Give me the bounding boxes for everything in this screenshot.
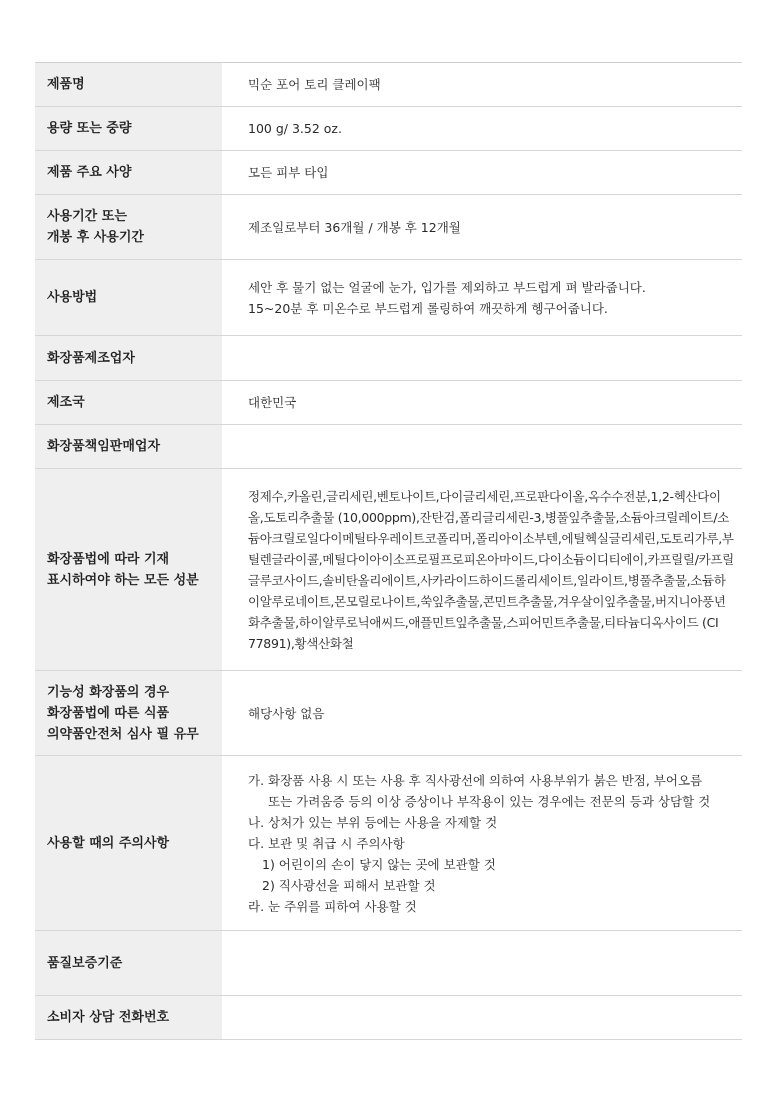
ingredients-text: 정제수,카올린,글리세린,벤토나이트,다이글리세린,프로판다이올,옥수수전분,1,2-헥산다이올,도토리추출물 (10,000ppm),잔탄검,폴리글리세린-3,병풀잎추출물,소듐아크릴레이트/소듐아크릴로일다이메틸타우레이트코폴리머,폴리아이소부텐,에틸헥실글리세린,도토리가루,부틸렌글라이콜,메틸다이아이소프로필프로피온아마이드,다이소듐이디티에이,카프릴릴/카프릴글루코사이드,솔비탄올리에이트,사카라이드하이드롤리세이트,일라이트,병풀추출물,소듐하이알루로네이트,몬모릴로나이트,쑥잎추출물,콘민트추출물,겨우살이잎추출물,버지니아풍년화추출물,하이알루로닉애씨드,애플민트잎추출물,스피어민트추출물,티타늄디옥사이드 (CI 77891),황색산화철	[248, 488, 734, 651]
row-value	[222, 931, 742, 995]
row-value: 100 g/ 3.52 oz.	[248, 121, 342, 136]
row-label: 화장품책임판매업자	[35, 425, 222, 468]
row-label: 제조국	[35, 381, 222, 424]
precaution-line: 또는 가려움증 등의 이상 증상이나 부작용이 있는 경우에는 전문의 등과 상담할 것	[268, 793, 711, 809]
precaution-line: 다. 보관 및 취급 시 주의사항	[248, 835, 405, 851]
table-row-product-name	[35, 63, 742, 107]
row-value: 모든 피부 타입	[248, 165, 329, 180]
row-value	[222, 260, 742, 335]
precaution-line: 나. 상처가 있는 부위 등에는 사용을 자제할 것	[248, 814, 498, 830]
row-label: 소비자 상담 전화번호	[35, 996, 222, 1039]
product-info-table	[35, 62, 742, 1040]
table-row-main-spec	[35, 151, 742, 195]
row-value: 믹순 포어 토리 클레이팩	[248, 77, 381, 92]
row-label: 사용할 때의 주의사항	[35, 756, 222, 930]
table-row-country	[35, 381, 742, 425]
table-row-usage-period	[35, 195, 742, 260]
precaution-line: 2) 직사광선을 피해서 보관할 것	[262, 877, 436, 893]
row-label: 제품 주요 사양	[35, 151, 222, 194]
table-row-manufacturer	[35, 336, 742, 381]
row-label: 품질보증기준	[35, 931, 222, 995]
row-value	[222, 336, 742, 380]
precaution-line: 1) 어린이의 손이 닿지 않는 곳에 보관할 것	[262, 856, 496, 872]
row-label: 사용기간 또는 개봉 후 사용기간	[35, 195, 222, 259]
row-label: 용량 또는 중량	[35, 107, 222, 150]
row-value	[222, 996, 742, 1039]
table-row-responsible-seller	[35, 425, 742, 469]
table-row-consumer-phone	[35, 996, 742, 1040]
row-label: 화장품법에 따라 기재 표시하여야 하는 모든 성분	[35, 469, 222, 670]
precaution-line: 가. 화장품 사용 시 또는 사용 후 직사광선에 의하여 사용부위가 붉은 반점, 부어오름	[248, 772, 703, 788]
row-value	[222, 469, 742, 670]
row-label: 사용방법	[35, 260, 222, 335]
row-value: 제조일로부터 36개월 / 개봉 후 12개월	[248, 219, 461, 235]
row-value: 대한민국	[248, 395, 297, 410]
table-row-volume	[35, 107, 742, 151]
row-value	[222, 756, 742, 930]
table-row-ingredients	[35, 469, 742, 671]
precaution-line: 라. 눈 주위를 피하여 사용할 것	[248, 898, 417, 914]
table-row-precautions	[35, 756, 742, 931]
table-row-quality-standard	[35, 931, 742, 996]
row-label: 화장품제조업자	[35, 336, 222, 380]
table-row-functional-review	[35, 671, 742, 756]
row-value	[222, 425, 742, 468]
row-label: 제품명	[35, 63, 222, 106]
row-label: 기능성 화장품의 경우 화장품법에 따른 식품 의약품안전처 심사 필 유무	[35, 671, 222, 755]
directions-line: 세안 후 물기 없는 얼굴에 눈가, 입가를 제외하고 부드럽게 펴 발라줍니다.	[248, 279, 646, 295]
row-value: 해당사항 없음	[248, 705, 325, 721]
directions-line: 15~20분 후 미온수로 부드럽게 롤링하여 깨끗하게 헹구어줍니다.	[248, 300, 608, 316]
table-row-directions	[35, 260, 742, 336]
